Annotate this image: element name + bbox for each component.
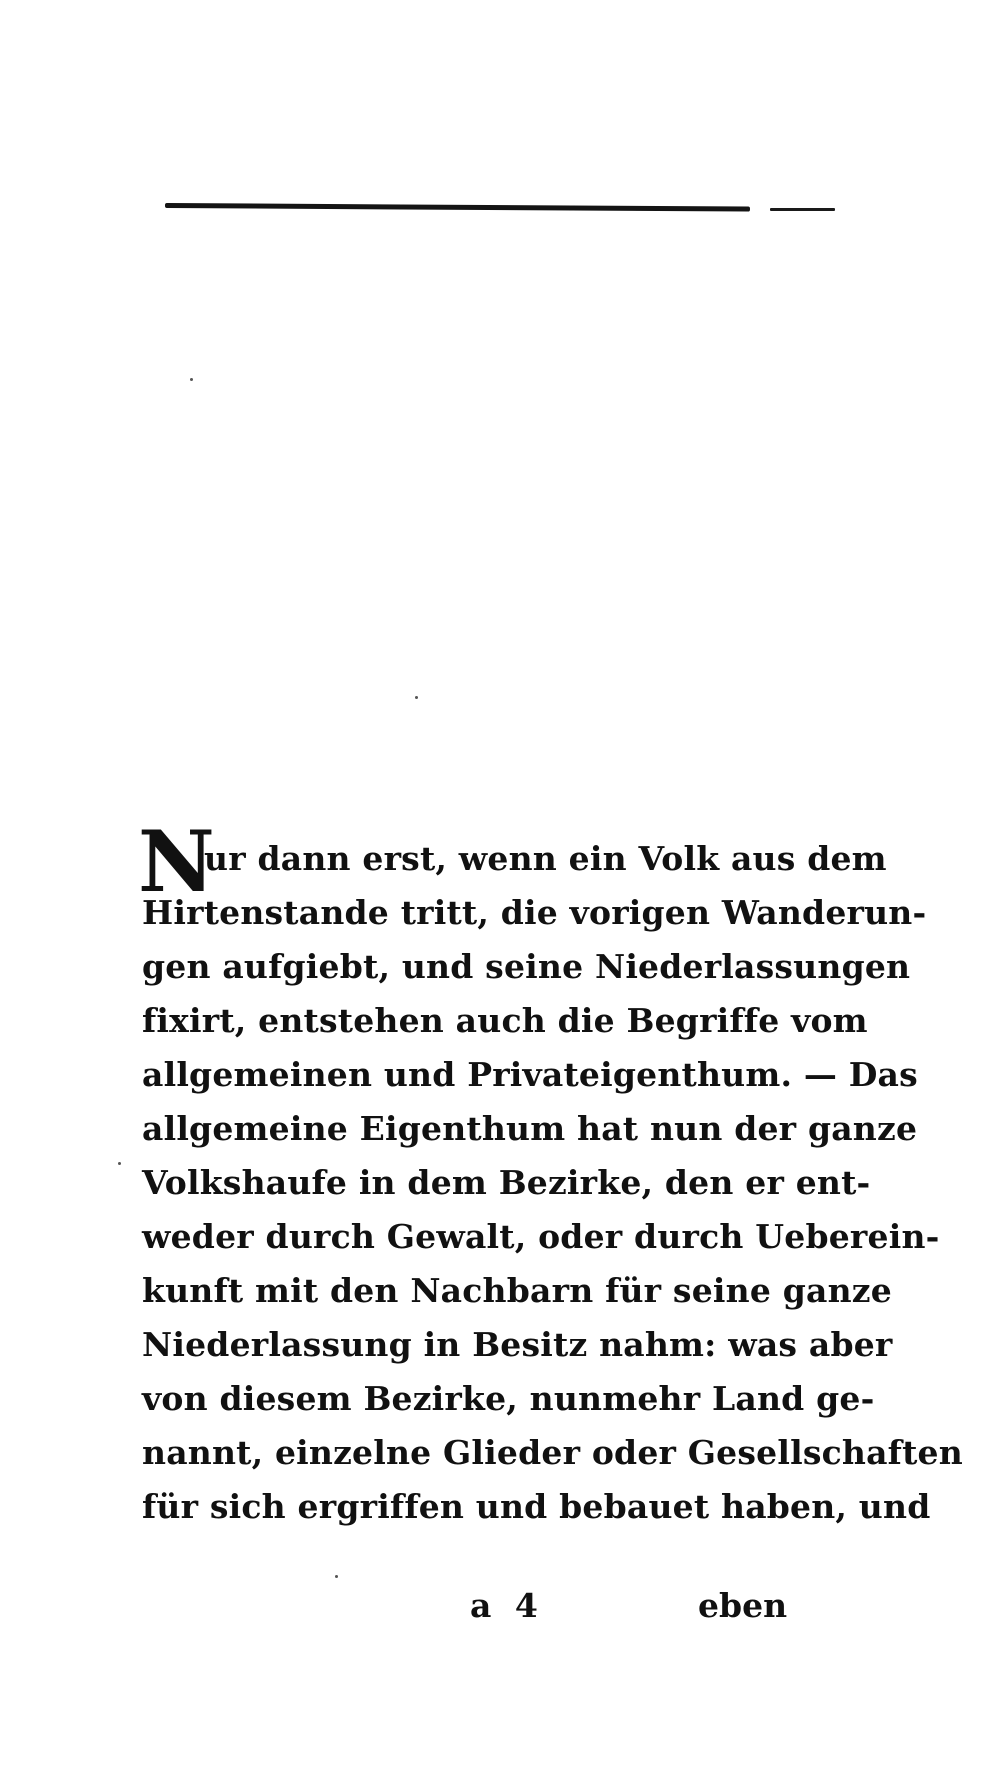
- text-line-4: fixirt, entstehen auch die Begriffe vom: [142, 1001, 868, 1040]
- text-line-1: N ur dann erst, wenn ein Volk aus dem: [138, 812, 887, 911]
- text-line-5: allgemeinen und Privateigenthum. — Das: [142, 1055, 918, 1094]
- paper-speck: [415, 696, 418, 699]
- text-line-8: weder durch Gewalt, oder durch Ueberein-: [142, 1217, 940, 1256]
- text-line-10: Niederlassung in Besitz nahm: was aber: [142, 1325, 893, 1364]
- page-footer: [0, 1586, 1000, 1636]
- text-line-3: gen aufgiebt, und seine Niederlassungen: [142, 947, 911, 986]
- text-line-6: allgemeine Eigenthum hat nun der ganze: [142, 1109, 918, 1148]
- text-line-12: nannt, einzelne Glieder oder Gesellschaften: [142, 1433, 963, 1472]
- header-rule-tail: [770, 208, 835, 211]
- drop-cap: N: [138, 812, 215, 911]
- paper-speck: [190, 378, 193, 381]
- catchword: eben: [698, 1586, 788, 1625]
- paper-speck: [118, 1162, 121, 1165]
- paper-speck: [335, 1575, 338, 1578]
- text-line-9: kunft mit den Nachbarn für seine ganze: [142, 1271, 892, 1310]
- text-line-13: für sich ergriffen und bebauet haben, und: [142, 1487, 931, 1526]
- text-line-2: Hirtenstande tritt, die vorigen Wanderun-: [142, 893, 927, 932]
- text-line-7: Volkshaufe in dem Bezirke, den er ent-: [142, 1163, 871, 1202]
- signature-mark: a 4: [470, 1586, 544, 1625]
- header-rule: [165, 203, 750, 212]
- body-text: [138, 812, 963, 1534]
- text-line-11: von diesem Bezirke, nunmehr Land ge-: [142, 1379, 875, 1418]
